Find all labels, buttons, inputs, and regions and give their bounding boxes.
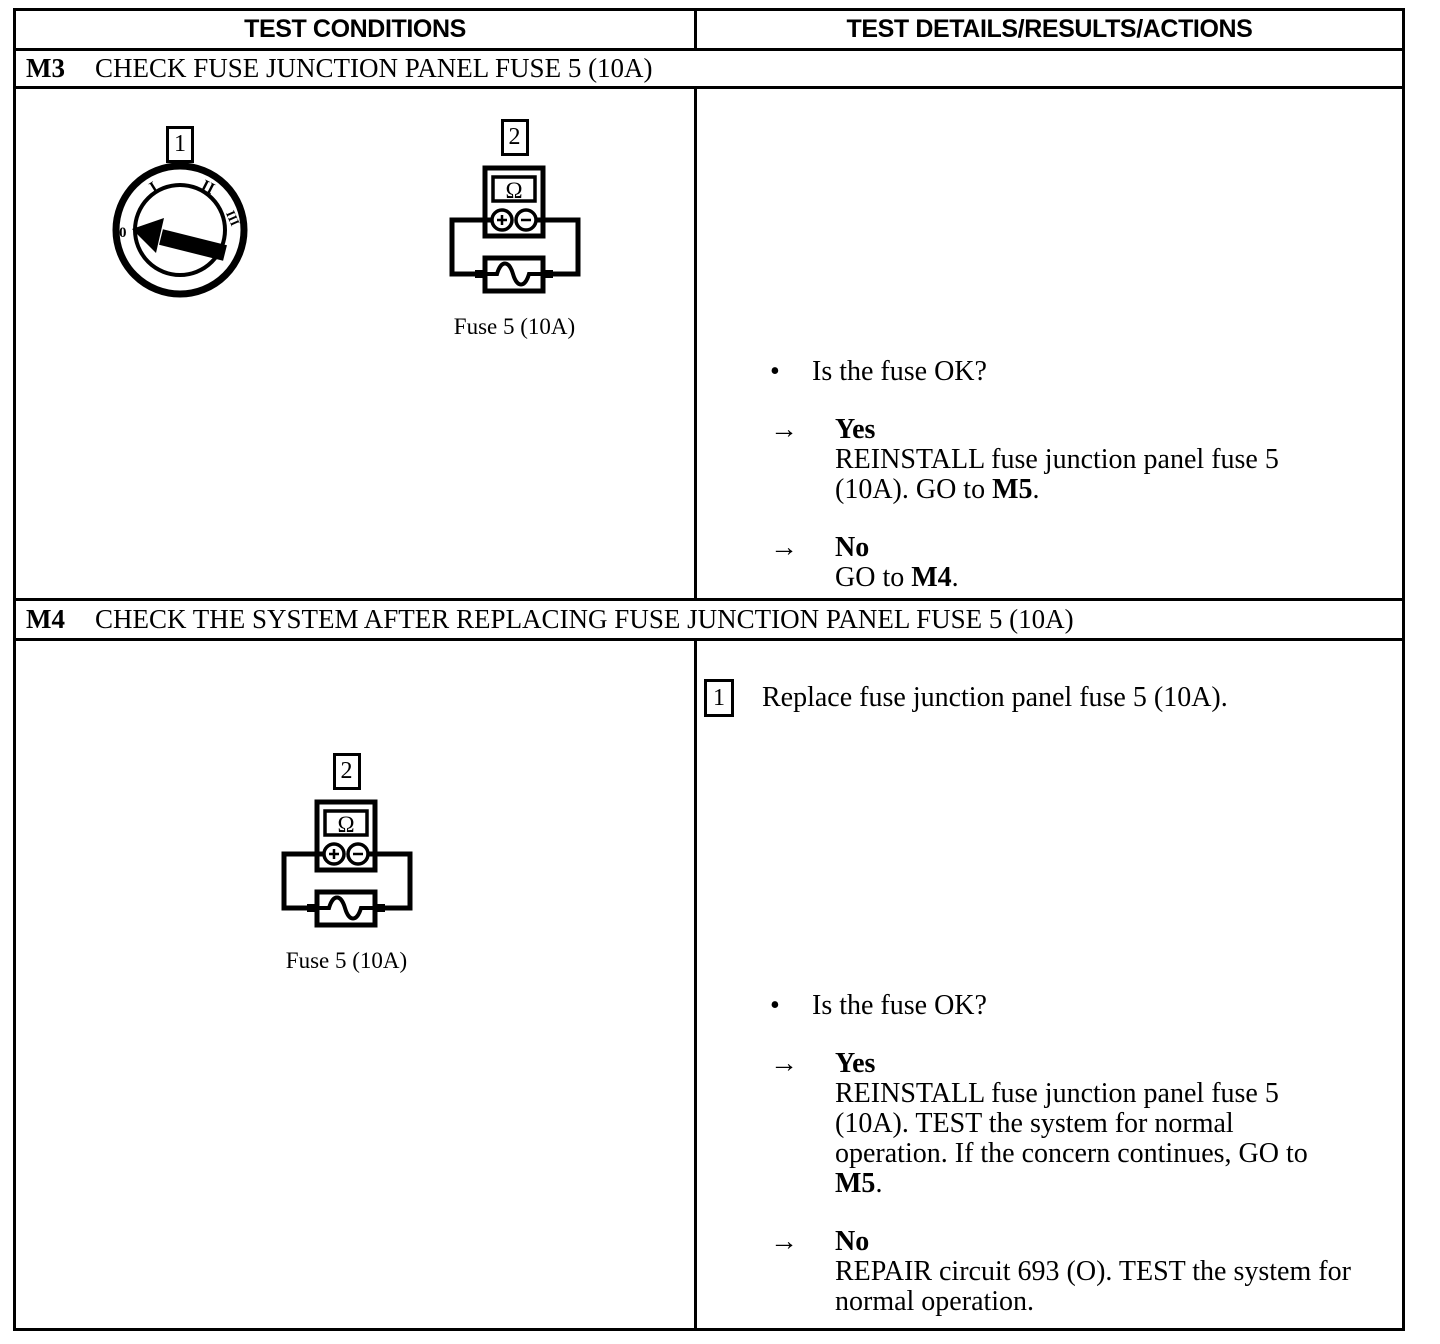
header-test-details: TEST DETAILS/RESULTS/ACTIONS (846, 15, 1253, 43)
result-yes (770, 415, 1398, 505)
result-label: Yes (835, 414, 876, 445)
step-number-box: 1 (704, 679, 734, 717)
section-m4-content-row (16, 641, 1402, 1328)
pinpoint-test-table (13, 8, 1405, 1331)
fuse-caption: Fuse 5 (10A) (285, 948, 408, 973)
bullet-icon: • (770, 356, 780, 387)
section-m3-content-row (16, 89, 1402, 601)
step-number-box: 1 (166, 126, 194, 163)
m4-test-details-cell (697, 641, 1402, 1328)
fuse-element (317, 898, 375, 919)
arrow-icon: → (770, 1226, 798, 1257)
m3-test-conditions-cell (16, 89, 697, 598)
section-id-m3: M3 (26, 53, 65, 83)
step-instruction: Replace fuse junction panel fuse 5 (10A). (762, 682, 1228, 713)
header-test-conditions: TEST CONDITIONS (16, 11, 697, 48)
question-text: Is the fuse OK? (812, 356, 987, 387)
section-m4-title-row (16, 601, 1402, 641)
dial-position-3: III (222, 208, 243, 229)
arrow-icon: → (770, 414, 798, 445)
dial-position-0: 0 (119, 225, 127, 241)
ohmmeter-fuse-diagram (277, 795, 417, 932)
result-action-text: GO to M4. (835, 562, 959, 593)
step-number-box: 2 (501, 119, 529, 156)
result-no (770, 533, 1398, 593)
ohmmeter-fuse-figure (442, 119, 587, 340)
result-yes (770, 1049, 1398, 1199)
arrow-icon: → (770, 1048, 798, 1079)
section-id-m4: M4 (26, 604, 65, 634)
dial-position-2: II (198, 177, 218, 198)
m3-test-details-cell (697, 89, 1402, 598)
ohm-symbol: Ω (504, 178, 523, 203)
ignition-switch-figure (109, 126, 251, 301)
section-m3-title-row (16, 51, 1402, 89)
step-number-box: 2 (333, 753, 361, 790)
pointer-arrow-icon (132, 218, 225, 253)
m4-test-conditions-cell (16, 641, 697, 1328)
question-row (770, 989, 1398, 1023)
table-header-row (16, 11, 1402, 51)
numbered-step-row (704, 679, 1228, 717)
ohm-symbol: Ω (336, 812, 355, 837)
result-label: No (835, 532, 870, 563)
fuse-element (485, 264, 543, 285)
bullet-icon: • (770, 990, 780, 1021)
result-action-text: REINSTALL fuse junction panel fuse 5 (10A). GO to M5. (835, 444, 1279, 505)
question-text: Is the fuse OK? (812, 990, 987, 1021)
result-label: No (835, 1226, 870, 1257)
dial-position-1: I (146, 178, 161, 197)
ohmmeter-fuse-diagram (445, 161, 585, 298)
question-row (770, 355, 1398, 389)
result-label: Yes (835, 1048, 876, 1079)
result-action-text: REINSTALL fuse junction panel fuse 5 (10A). TEST the system for normal operation. If the concern continues, GO to M5. (835, 1078, 1308, 1199)
section-title-m4: CHECK THE SYSTEM AFTER REPLACING FUSE JUNCTION PANEL FUSE 5 (10A) (95, 604, 1074, 634)
fuse-caption: Fuse 5 (10A) (453, 314, 576, 339)
arrow-icon: → (770, 532, 798, 563)
ohmmeter-fuse-figure (274, 753, 419, 974)
ignition-switch-diagram (109, 159, 251, 301)
result-action-text: REPAIR circuit 693 (O). TEST the system for normal operation. (835, 1256, 1351, 1317)
result-no (770, 1227, 1398, 1317)
section-title-m3: CHECK FUSE JUNCTION PANEL FUSE 5 (10A) (95, 53, 653, 83)
